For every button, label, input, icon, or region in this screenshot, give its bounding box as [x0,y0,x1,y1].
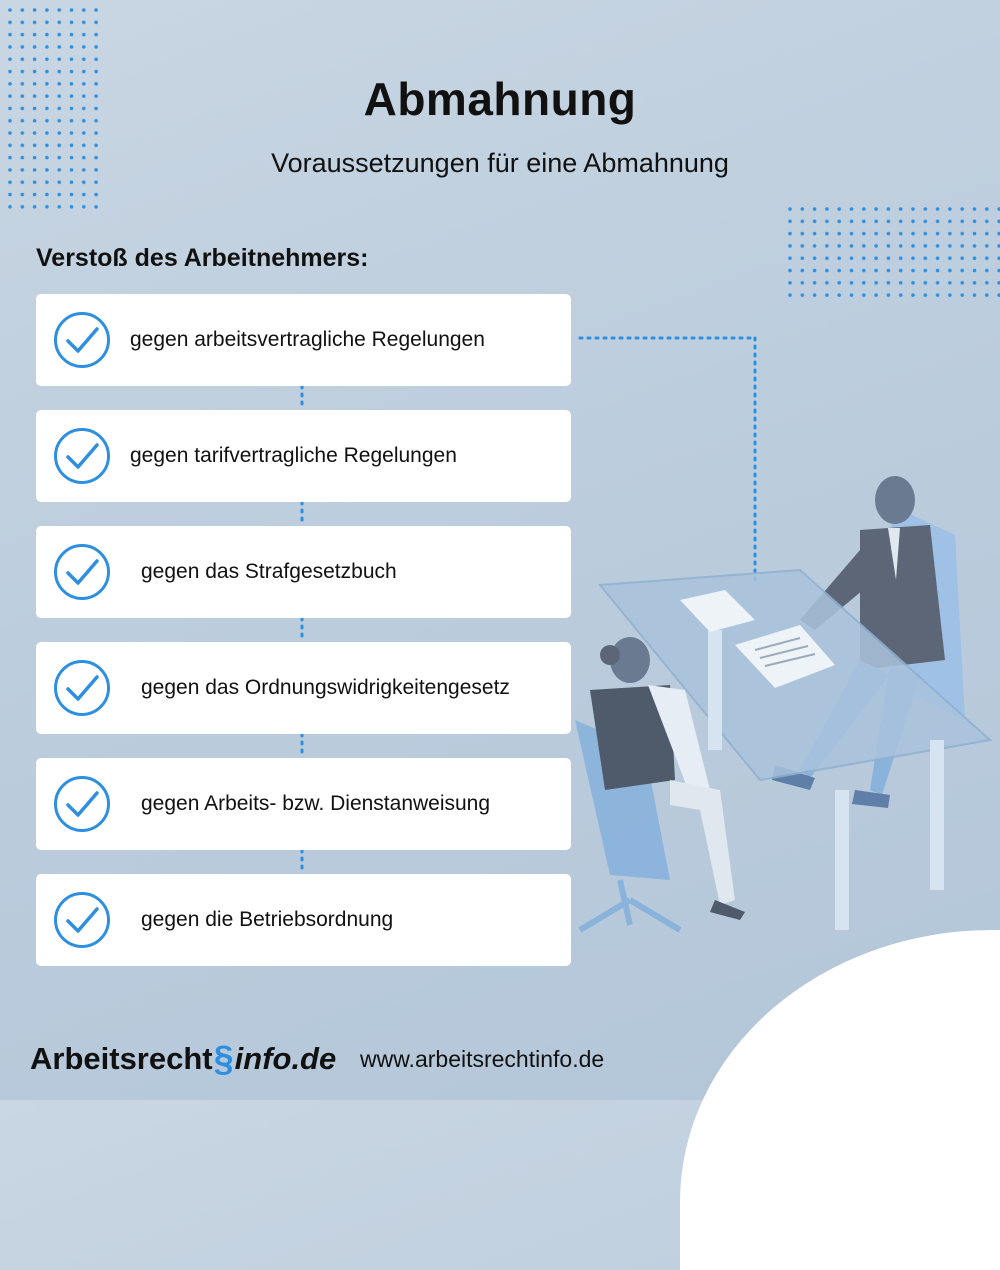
list-item [36,758,571,850]
list-item-label: gegen das Strafgesetzbuch [141,560,397,583]
logo-text-part2: info.de [234,1041,337,1076]
list-item [36,642,571,734]
page-title: Abmahnung [363,73,637,125]
list-item [36,526,571,618]
logo-text-part1: Arbeitsrecht [30,1041,213,1076]
list-item-label: gegen die Betriebsordnung [141,908,394,931]
brand-logo[interactable] [30,1038,336,1080]
paragraph-icon: § [213,1038,234,1079]
list-item [36,410,571,502]
list-item-label: gegen tarifvertragliche Regelungen [130,444,457,467]
list-item [36,294,571,386]
meeting-illustration [560,460,1000,950]
website-url[interactable]: www.arbeitsrechtinfo.de [360,1046,605,1072]
list-item-label: gegen arbeitsvertragliche Regelungen [130,328,485,351]
list-item-label: gegen das Ordnungswidrigkeitengesetz [141,676,510,699]
checkmark-circle-icon [53,775,111,833]
list-item [36,874,571,966]
checkmark-circle-icon [53,659,111,717]
checkmark-circle-icon [53,311,111,369]
page-subtitle: Voraussetzungen für eine Abmahnung [271,148,729,178]
list-item-label: gegen Arbeits- bzw. Dienstanweisung [141,792,491,815]
checkmark-circle-icon [53,543,111,601]
checkmark-circle-icon [53,891,111,949]
section-heading: Verstoß des Arbeitnehmers: [36,244,369,272]
checkmark-circle-icon [53,427,111,485]
